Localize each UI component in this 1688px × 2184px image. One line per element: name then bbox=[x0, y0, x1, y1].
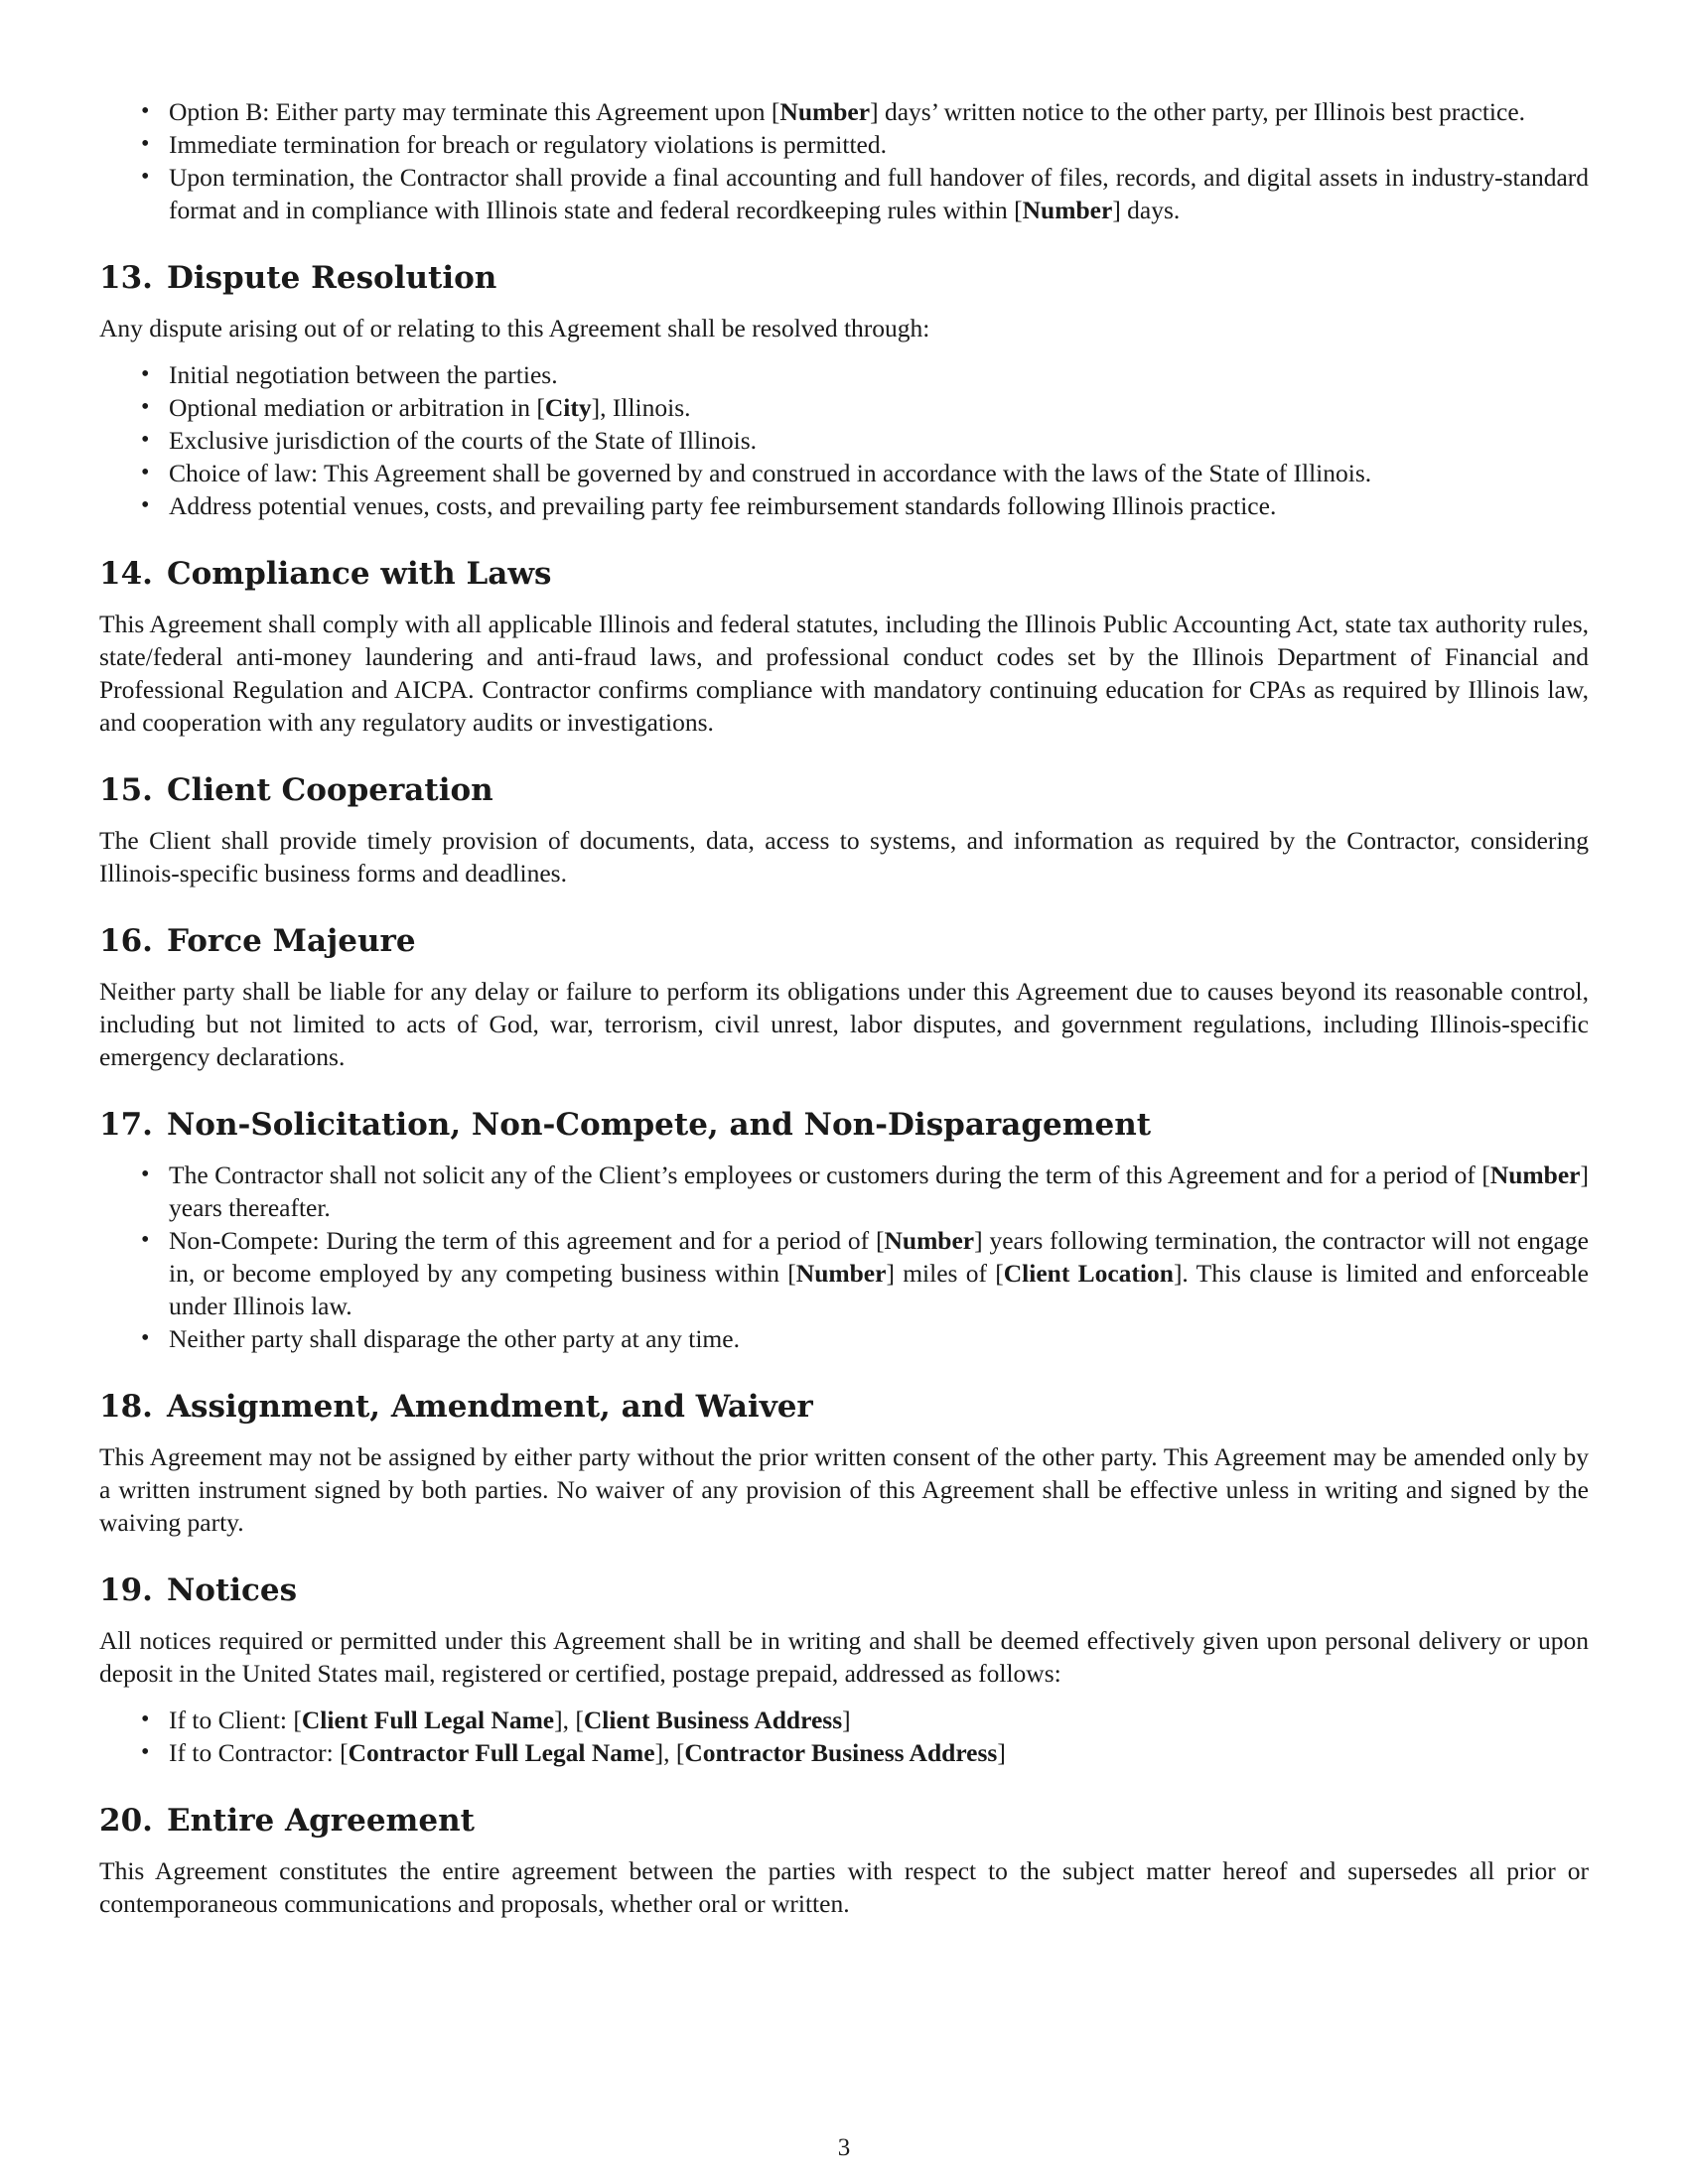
list-item: • If to Contractor: [Contractor Full Legal Name], [Contractor Business Address] bbox=[169, 1736, 1589, 1769]
section-body: The Client shall provide timely provision of documents, data, access to systems, and information as required by the Contractor, considering Illinois-specific business forms and deadlines. bbox=[99, 826, 1589, 887]
section-body: This Agreement may not be assigned by either party without the prior written consent of the other party. This Agreement may be amended only by a written instrument signed by both parties. No waiver of any provision of this Agreement shall be effective unless in writing and signed by the waiving party. bbox=[99, 1442, 1589, 1537]
section-heading-force-majeure: 16. Force Majeure bbox=[99, 923, 416, 959]
section-heading-client-cooperation: 15. Client Cooperation bbox=[99, 772, 493, 808]
section-heading-non-solicitation: 17. Non-Solicitation, Non-Compete, and Non-Disparagement bbox=[99, 1107, 1152, 1143]
list-item: • Neither party shall disparage the other party at any time. bbox=[169, 1322, 1589, 1355]
list-item: • The Contractor shall not solicit any of the Client’s employees or customers during the term of this Agreement and for a period of [Number] years thereafter. bbox=[169, 1159, 1589, 1224]
list-item: • If to Client: [Client Full Legal Name], [Client Business Address] bbox=[169, 1704, 1589, 1736]
list-item: • Option B: Either party may terminate this Agreement upon [Number] days’ written notice to the other party, per Illinois best practice. bbox=[169, 95, 1589, 128]
list-item: • Immediate termination for breach or regulatory violations is permitted. bbox=[169, 128, 1589, 161]
dispute-list bbox=[99, 358, 1589, 522]
list-item: • Initial negotiation between the parties. bbox=[169, 358, 1589, 391]
section-heading-assignment: 18. Assignment, Amendment, and Waiver bbox=[99, 1389, 813, 1425]
section-heading-entire-agreement: 20. Entire Agreement bbox=[99, 1803, 475, 1839]
list-item: • Exclusive jurisdiction of the courts of the State of Illinois. bbox=[169, 424, 1589, 457]
list-item: • Upon termination, the Contractor shall provide a final accounting and full handover of files, records, and digital assets in industry-standard format and in compliance with Illinois state and federal recordkeeping rules within [Number] days. bbox=[169, 161, 1589, 226]
section-heading-compliance: 14. Compliance with Laws bbox=[99, 556, 552, 592]
section-body: This Agreement constitutes the entire agreement between the parties with respect to the subject matter hereof and supersedes all prior or contemporaneous communications and proposals, whether oral or written. bbox=[99, 1856, 1589, 1918]
page-number: 3 bbox=[837, 2134, 851, 2161]
section-heading-notices: 19. Notices bbox=[99, 1572, 298, 1608]
list-item: • Optional mediation or arbitration in [City], Illinois. bbox=[169, 391, 1589, 424]
section-body: This Agreement shall comply with all applicable Illinois and federal statutes, including the Illinois Public Accounting Act, state tax authority rules, state/federal anti-money laundering and anti-fraud laws, and professional conduct codes set by the Illinois Department of Financial and Professional Regulation and AICPA. Contractor confirms compliance with mandatory continuing education for CPAs as required by Illinois law, and cooperation with any regulatory audits or investigations. bbox=[99, 610, 1589, 737]
section-heading-dispute-resolution: 13. Dispute Resolution bbox=[99, 260, 497, 296]
list-item: • Choice of law: This Agreement shall be governed by and construed in accordance with the laws of the State of Illinois. bbox=[169, 457, 1589, 489]
section-body: Neither party shall be liable for any delay or failure to perform its obligations under this Agreement due to causes beyond its reasonable control, including but not limited to acts of God, war, terrorism, civil unrest, labor disputes, and government regulations, including Illinois-specific emergency declarations. bbox=[99, 977, 1589, 1071]
section-intro: Any dispute arising out of or relating to this Agreement shall be resolved through: bbox=[99, 314, 930, 342]
notices-list bbox=[99, 1704, 1589, 1769]
list-item: • Non-Compete: During the term of this agreement and for a period of [Number] years following termination, the contractor will not engage in, or become employed by any competing business within [Number] miles of [Client Location]. This clause is limited and enforceable under Illinois law. bbox=[169, 1224, 1589, 1322]
section-body: All notices required or permitted under this Agreement shall be in writing and shall be deemed effectively given upon personal delivery or upon deposit in the United States mail, registered or certified, postage prepaid, addressed as follows: bbox=[99, 1626, 1589, 1688]
list-item: • Address potential venues, costs, and prevailing party fee reimbursement standards following Illinois practice. bbox=[169, 489, 1589, 522]
termination-list bbox=[99, 95, 1589, 226]
document-page bbox=[99, 95, 1589, 1920]
non-solicitation-list bbox=[99, 1159, 1589, 1355]
